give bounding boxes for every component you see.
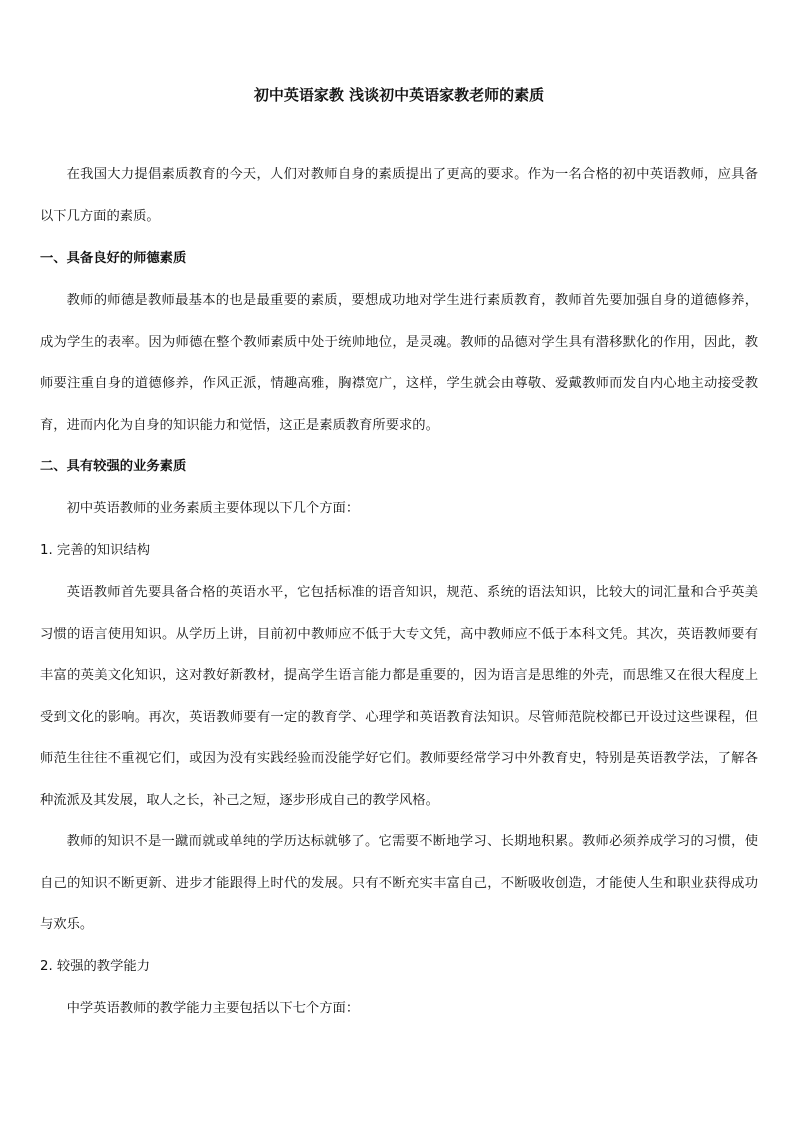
section-1-heading: 一、具备良好的师德素质 — [40, 251, 187, 266]
item-1-heading: 1. 完善的知识结构 — [40, 543, 150, 558]
document-title: 初中英语家教 浅谈初中英语家教老师的素质 — [253, 86, 545, 104]
intro-paragraph: 在我国大力提倡素质教育的今天，人们对教师自身的素质提出了更高的要求。作为一名合格的初中英语教师，应具备以下几方面的素质。 — [40, 167, 758, 224]
section-2-heading: 二、具有较强的业务素质 — [40, 459, 187, 474]
item-2-heading: 2. 较强的教学能力 — [40, 959, 150, 974]
item-1-paragraph-1: 英语教师首先要具备合格的英语水平，它包括标准的语音知识，规范、系统的语法知识，比较大的词汇量和合乎英美习惯的语言使用知识。从学历上讲，目前初中教师应不低于大专文凭，高中教师应不低于本科文凭。其次，英语教师要有丰富的英美文化知识，这对教好新教材，提高学生语言能力都是重要的，因为语言是思维的外壳，而思维又在很大程度上受到文化的影响。再次，英语教师要有一定的教育学、心理学和英语教育法知识。尽管师范院校都已开设过这些课程，但师范生往往不重视它们，或因为没有实践经验而没能学好它们。教师要经常学习中外教育史，特别是英语教学法，了解各种流派及其发展，取人之长，补己之短，逐步形成自己的教学风格。 — [40, 585, 758, 808]
section-1-paragraph: 教师的师德是教师最基本的也是最重要的素质，要想成功地对学生进行素质教育，教师首先要加强自身的道德修养，成为学生的表率。因为师德在整个教师素质中处于统帅地位，是灵魂。教师的品德对学生具有潜移默化的作用，因此，教师要注重自身的道德修养，作风正派，情趣高雅，胸襟宽广，这样，学生就会由尊敬、爱戴教师而发自内心地主动接受教育，进而内化为自身的知识能力和觉悟，这正是素质教育所要求的。 — [40, 293, 758, 433]
item-1-paragraph-2: 教师的知识不是一蹴而就或单纯的学历达标就够了。它需要不断地学习、长期地积累。教师必须养成学习的习惯，使自己的知识不断更新、进步才能跟得上时代的发展。只有不断充实丰富自己，不断吸收创造，才能使人生和职业获得成功与欢乐。 — [40, 834, 758, 933]
item-2-paragraph: 中学英语教师的教学能力主要包括以下七个方面： — [66, 1001, 360, 1016]
section-2-intro: 初中英语教师的业务素质主要体现以下几个方面： — [66, 501, 360, 516]
